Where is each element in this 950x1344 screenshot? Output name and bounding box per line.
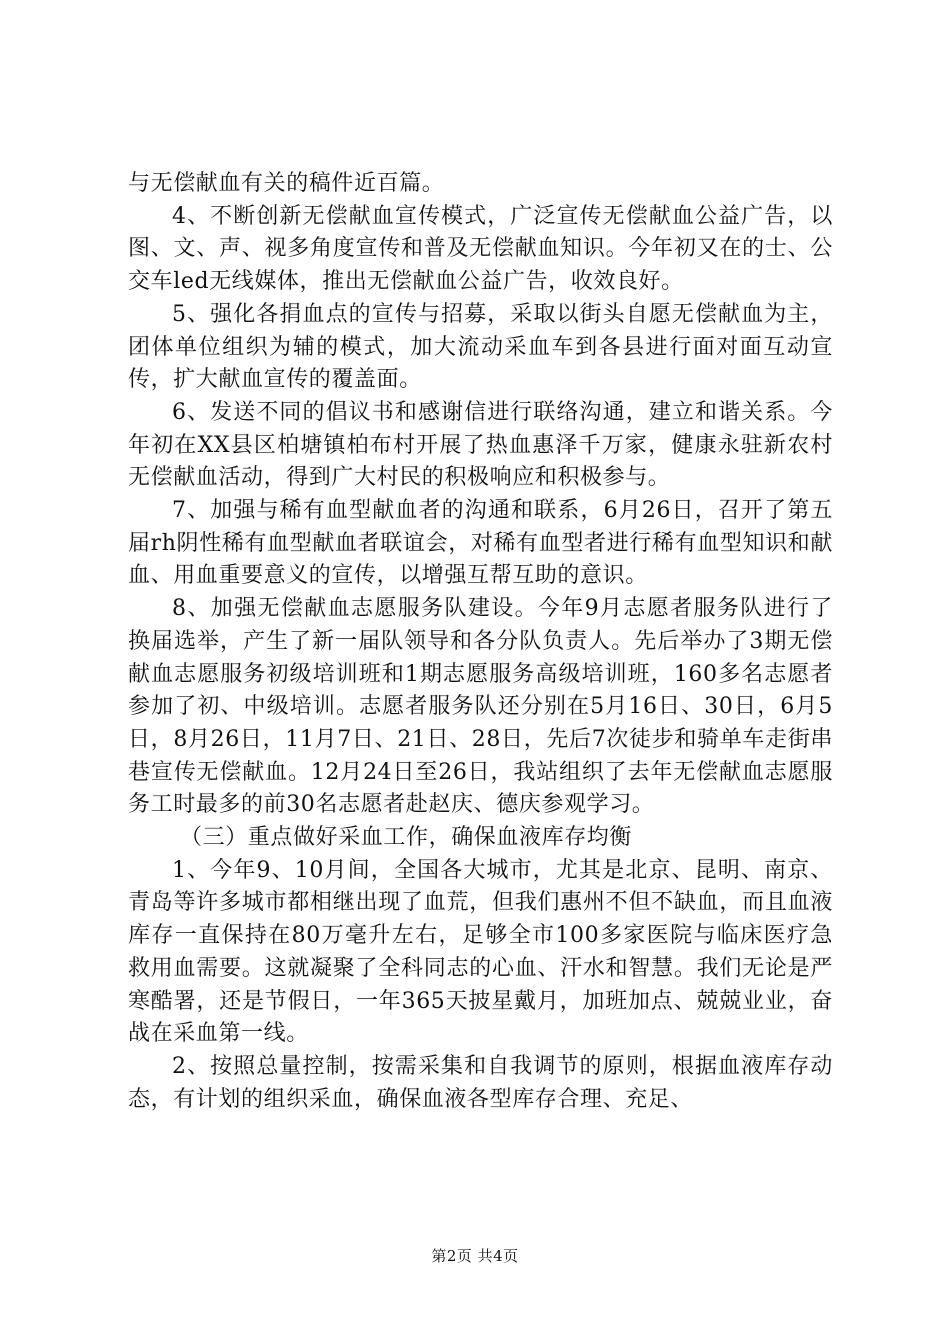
paragraph-item-2: 2、按照总量控制，按需采集和自我调节的原则，根据血液库存动态，有计划的组织采血，确保血液各型库存合理、充足、 [128, 1053, 833, 1112]
paragraph-item-7: 7、加强与稀有血型献血者的沟通和联系，6月26日，召开了第五届rh阴性稀有血型献血者联谊会，对稀有血型者进行稀有血型知识和献血、用血重要意义的宣传，以增强互帮互助的意识。 [128, 498, 833, 589]
paragraph-item-6: 6、发送不同的倡议书和感谢信进行联络沟通，建立和谐关系。今年初在XX县区柏塘镇柏布村开展了热血惠泽千万家，健康永驻新农村无偿献血活动，得到广大村民的积极响应和积极参与。 [128, 399, 833, 491]
paragraph-item-1: 1、今年9、10月间，全国各大城市，尤其是北京、昆明、南京、青岛等许多城市都相继出现了血荒，但我们惠州不但不缺血，而且血液库存一直保持在80万毫升左右，足够全市100多家医院与临床医疗急救用血需要。这就凝聚了全科同志的心血、汗水和智慧。我们无论是严寒酷署，还是节假日，一年365天披星戴月，加班加点、兢兢业业，奋战在采血第一线。 [128, 857, 833, 1047]
paragraph-item-5: 5、强化各捐血点的宣传与招募，采取以街头自愿无偿献血为主，团体单位组织为辅的模式，加大流动采血车到各县进行面对面互动宣传，扩大献血宣传的覆盖面。 [128, 301, 833, 393]
section-heading: （三）重点做好采血工作，确保血液库存均衡 [180, 825, 633, 851]
paragraph-continuation: 与无偿献血有关的稿件近百篇。 [128, 171, 445, 196]
paragraph-item-8: 8、加强无偿献血志愿服务队建设。今年9月志愿者服务队进行了换届选举，产生了新一届队领导和各分队负责人。先后举办了3期无偿献血志愿服务初级培训班和1期志愿服务高级培训班，160多名志愿者参加了初、中级培训。志愿者服务队还分别在5月16日、30日，6月5日，8月26日，11月7日、21日、28日，先后7次徒步和骑单车走街串巷宣传无偿献血。12月24日至26日，我站组织了去年无偿献血志愿服务工时最多的前30名志愿者赴赵庆、德庆参观学习。 [128, 596, 833, 818]
document-body [128, 168, 833, 1116]
paragraph-item-4: 4、不断创新无偿献血宣传模式，广泛宣传无偿献血公益广告，以图、文、声、视多角度宣传和普及无偿献血知识。今年初又在的士、公交车led无线媒体，推出无偿献血公益广告，收效良好。 [128, 203, 833, 295]
page-footer: 第2页 共4页 [431, 1247, 519, 1265]
